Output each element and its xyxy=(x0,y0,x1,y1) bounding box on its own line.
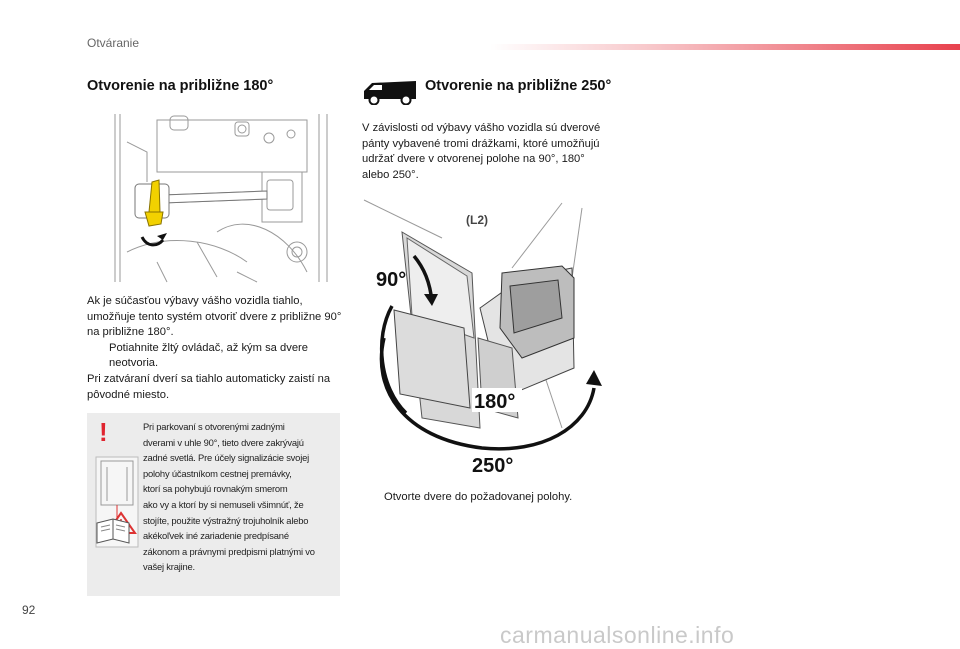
right-heading: Otvorenie na približne 250° xyxy=(425,78,612,94)
manual-book-icon xyxy=(95,515,131,545)
notice-line: zákonom a právnymi predpismi platnými vo xyxy=(143,545,315,557)
left-paragraph-1: Ak je súčasťou výbavy vášho vozidla tiahlo, umožňuje tento systém otvoriť dvere z približne 90° na približne 180°. xyxy=(87,295,342,339)
right-paragraph-1: V závislosti od výbavy vášho vozidla sú dverové pánty vybavené tromi drážkami, ktoré umožňujú udržať dvere v otvorenej polohe na 90°, 180° alebo 250°. xyxy=(362,122,601,181)
notice-line: akékoľvek iné zariadenie predpísané xyxy=(143,530,289,542)
left-paragraph-2: Pri zatváraní dverí sa tiahlo automaticky zaistí na pôvodné miesto. xyxy=(87,372,331,401)
notice-line: vašej krajine. xyxy=(143,561,195,573)
angle-250-label: 250° xyxy=(472,455,514,474)
van-icon xyxy=(362,77,418,105)
bullet-arrow-icon xyxy=(362,490,384,506)
left-bullet-1 xyxy=(87,341,342,372)
notice-line: ako vy a ktorí by si nemuseli všimnúť, že xyxy=(143,498,304,510)
bullet-arrow-icon xyxy=(87,341,109,372)
exclamation-icon: ! xyxy=(99,417,108,447)
section-title: Otváranie xyxy=(87,36,140,50)
door-strap-illustration xyxy=(97,112,332,284)
left-body xyxy=(87,294,342,403)
notice-line: Pri parkovaní s otvorenými zadnými xyxy=(143,421,285,432)
header-accent-bar xyxy=(490,44,960,50)
watermark[interactable]: carmanualsonline.info xyxy=(500,622,735,648)
door-opening-illustration xyxy=(362,198,610,474)
angle-180-label: 180° xyxy=(474,391,516,413)
notice-text xyxy=(143,419,337,575)
right-bullet-1-text: Otvorte dvere do požadovanej polohy. xyxy=(384,491,573,503)
left-bullet-1-text: Potiahnite žltý ovládač, až kým sa dvere neotvoria. xyxy=(109,341,308,370)
notice-line: zadné svetlá. Pre účely signalizácie svojej xyxy=(143,452,309,464)
left-heading: Otvorenie na približne 180° xyxy=(87,78,274,94)
warning-notice-box xyxy=(87,413,340,596)
version-label: (L2) xyxy=(466,213,488,227)
notice-line: ktorí sa pohybujú rovnakým smerom xyxy=(143,483,288,495)
notice-line: stojíte, použite výstražný trojuholník alebo xyxy=(143,514,309,526)
page-number: 92 xyxy=(22,603,36,617)
angle-90-label: 90° xyxy=(376,269,407,291)
notice-line: dverami v uhle 90°, tieto dvere zakrývajú xyxy=(143,436,304,448)
notice-line: polohy účastníkom cestnej premávky, xyxy=(143,467,292,479)
right-bullet-1 xyxy=(362,490,614,506)
